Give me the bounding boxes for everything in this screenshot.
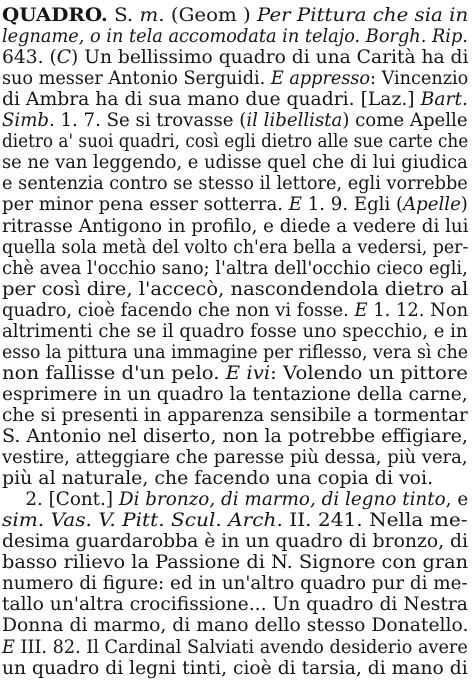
text-segment: 643. ( — [2, 46, 57, 69]
text-segment: Donna di marmo, di mano dello stesso Donatello. — [2, 614, 469, 637]
text-segment: E appresso — [270, 67, 371, 90]
text-segment: E — [2, 635, 15, 658]
headword: QUADRO. — [2, 4, 108, 26]
text-segment: che si presenti in apparenza sensibile a tormentar — [2, 403, 468, 426]
text-segment: ) come Apelle — [342, 109, 468, 132]
text-segment: : Vincenzio — [370, 67, 469, 90]
text-segment: e sentenzia contro se stesso il lettore, egli vorrebbe — [2, 172, 468, 195]
text-segment: esso la pittura una immagine per riflesso, vera sì che — [2, 340, 468, 363]
text-segment: non fallisse d'un pelo. — [2, 361, 226, 384]
text-segment: Apelle — [403, 193, 461, 216]
text-segment: ritrasse Antigono in profilo, e diede a vedere di lui — [2, 214, 469, 237]
text-segment: . 1. 7. Se si trovasse ( — [48, 109, 247, 132]
text-segment: . 82. Il Cardinal Salviati avendo desiderio avere — [41, 635, 468, 658]
text-segment: 1. 12. Non — [367, 298, 469, 321]
text-segment: 1. 9. Egli ( — [302, 193, 404, 216]
text-segment: chè avea l'occhio sano; l'altra dell'occhio cieco egli, — [2, 256, 468, 279]
text-segment: 2. [Cont.] — [2, 488, 119, 511]
text-segment: Di bronzo, di marmo, di legno tinto — [118, 488, 446, 511]
text-segment: legname, o in tela accomodata in telajo. Borgh. Rip. — [2, 25, 468, 48]
text-segment: esprimere in un quadro la tentazione della carne, — [2, 382, 468, 405]
text-segment: Per Pittura che sia in — [257, 4, 469, 26]
text-segment: Simb — [2, 109, 49, 132]
text-segment: . (Geom ) — [158, 4, 258, 26]
text-segment: II — [289, 509, 306, 532]
text-segment: . 241. Nella me- — [305, 509, 468, 532]
text-segment: tallo un'altra crocifissione... Un quadro di Nestra — [2, 593, 468, 616]
text-segment: m — [139, 4, 159, 26]
text-segment: più al naturale, che facendo una copia di voi. — [2, 467, 434, 490]
text-segment: S. — [107, 4, 140, 26]
text-segment: E — [354, 298, 368, 321]
text-segment: basso rilievo la Passione di N. Signore con gran — [2, 551, 469, 574]
text-segment: Bart. — [420, 88, 468, 111]
text-segment: III — [20, 635, 42, 658]
text-segment: desima guardarobba è in un quadro di bronzo, di — [2, 530, 468, 553]
text-segment: di Ambra ha di sua mano due quadri. [Laz.] — [2, 88, 421, 111]
text-segment: vestire, atteggiare che paresse più dessa, più vera, — [2, 446, 468, 469]
dictionary-page — [0, 3, 470, 681]
text-segment: se ne van leggendo, e udisse quel che di lui giudica — [2, 151, 468, 174]
text-segment: per minor pena esser sotterra. — [2, 193, 289, 216]
text-segment: C — [56, 46, 72, 69]
text-segment: il libellista — [246, 109, 343, 132]
text-segment: quadro, cioè facendo che non vi fosse. — [2, 298, 355, 321]
text-segment: ) — [460, 193, 468, 216]
text-segment: per così dire, l'accecò, nascondendola dietro al — [2, 277, 469, 300]
text-segment: suo messer Antonio Serguidi. — [2, 67, 271, 90]
text-segment: E — [288, 193, 303, 216]
text-segment: S. Antonio nel diserto, non la potrebbe effigiare, — [2, 425, 468, 447]
text-segment: , e — [445, 488, 469, 511]
text-segment: altrimenti che se il quadro fosse uno specchio, e in — [2, 319, 468, 342]
text-segment: numero di figure: ed in un'altro quadro pur di me- — [2, 572, 468, 595]
text-segment: sim. Vas. V. Pitt. Scul. Arch — [2, 509, 277, 532]
text-segment: : Volendo un pittore — [270, 361, 468, 384]
text-segment: quella sola metà del volto ch'era bella a vedersi, per- — [2, 235, 469, 258]
text-segment: dietro a' suoi quadri, così egli dietro alle sue carte che — [2, 130, 469, 153]
text-segment: ) Un bellissimo quadro di una Carità ha di — [71, 46, 469, 69]
text-line — [2, 656, 468, 681]
text-segment: un quadro di legni tinti, cioè di tarsia, di mano di — [2, 656, 468, 679]
text-segment: E ivi — [225, 361, 271, 384]
text-segment: . — [276, 509, 290, 532]
